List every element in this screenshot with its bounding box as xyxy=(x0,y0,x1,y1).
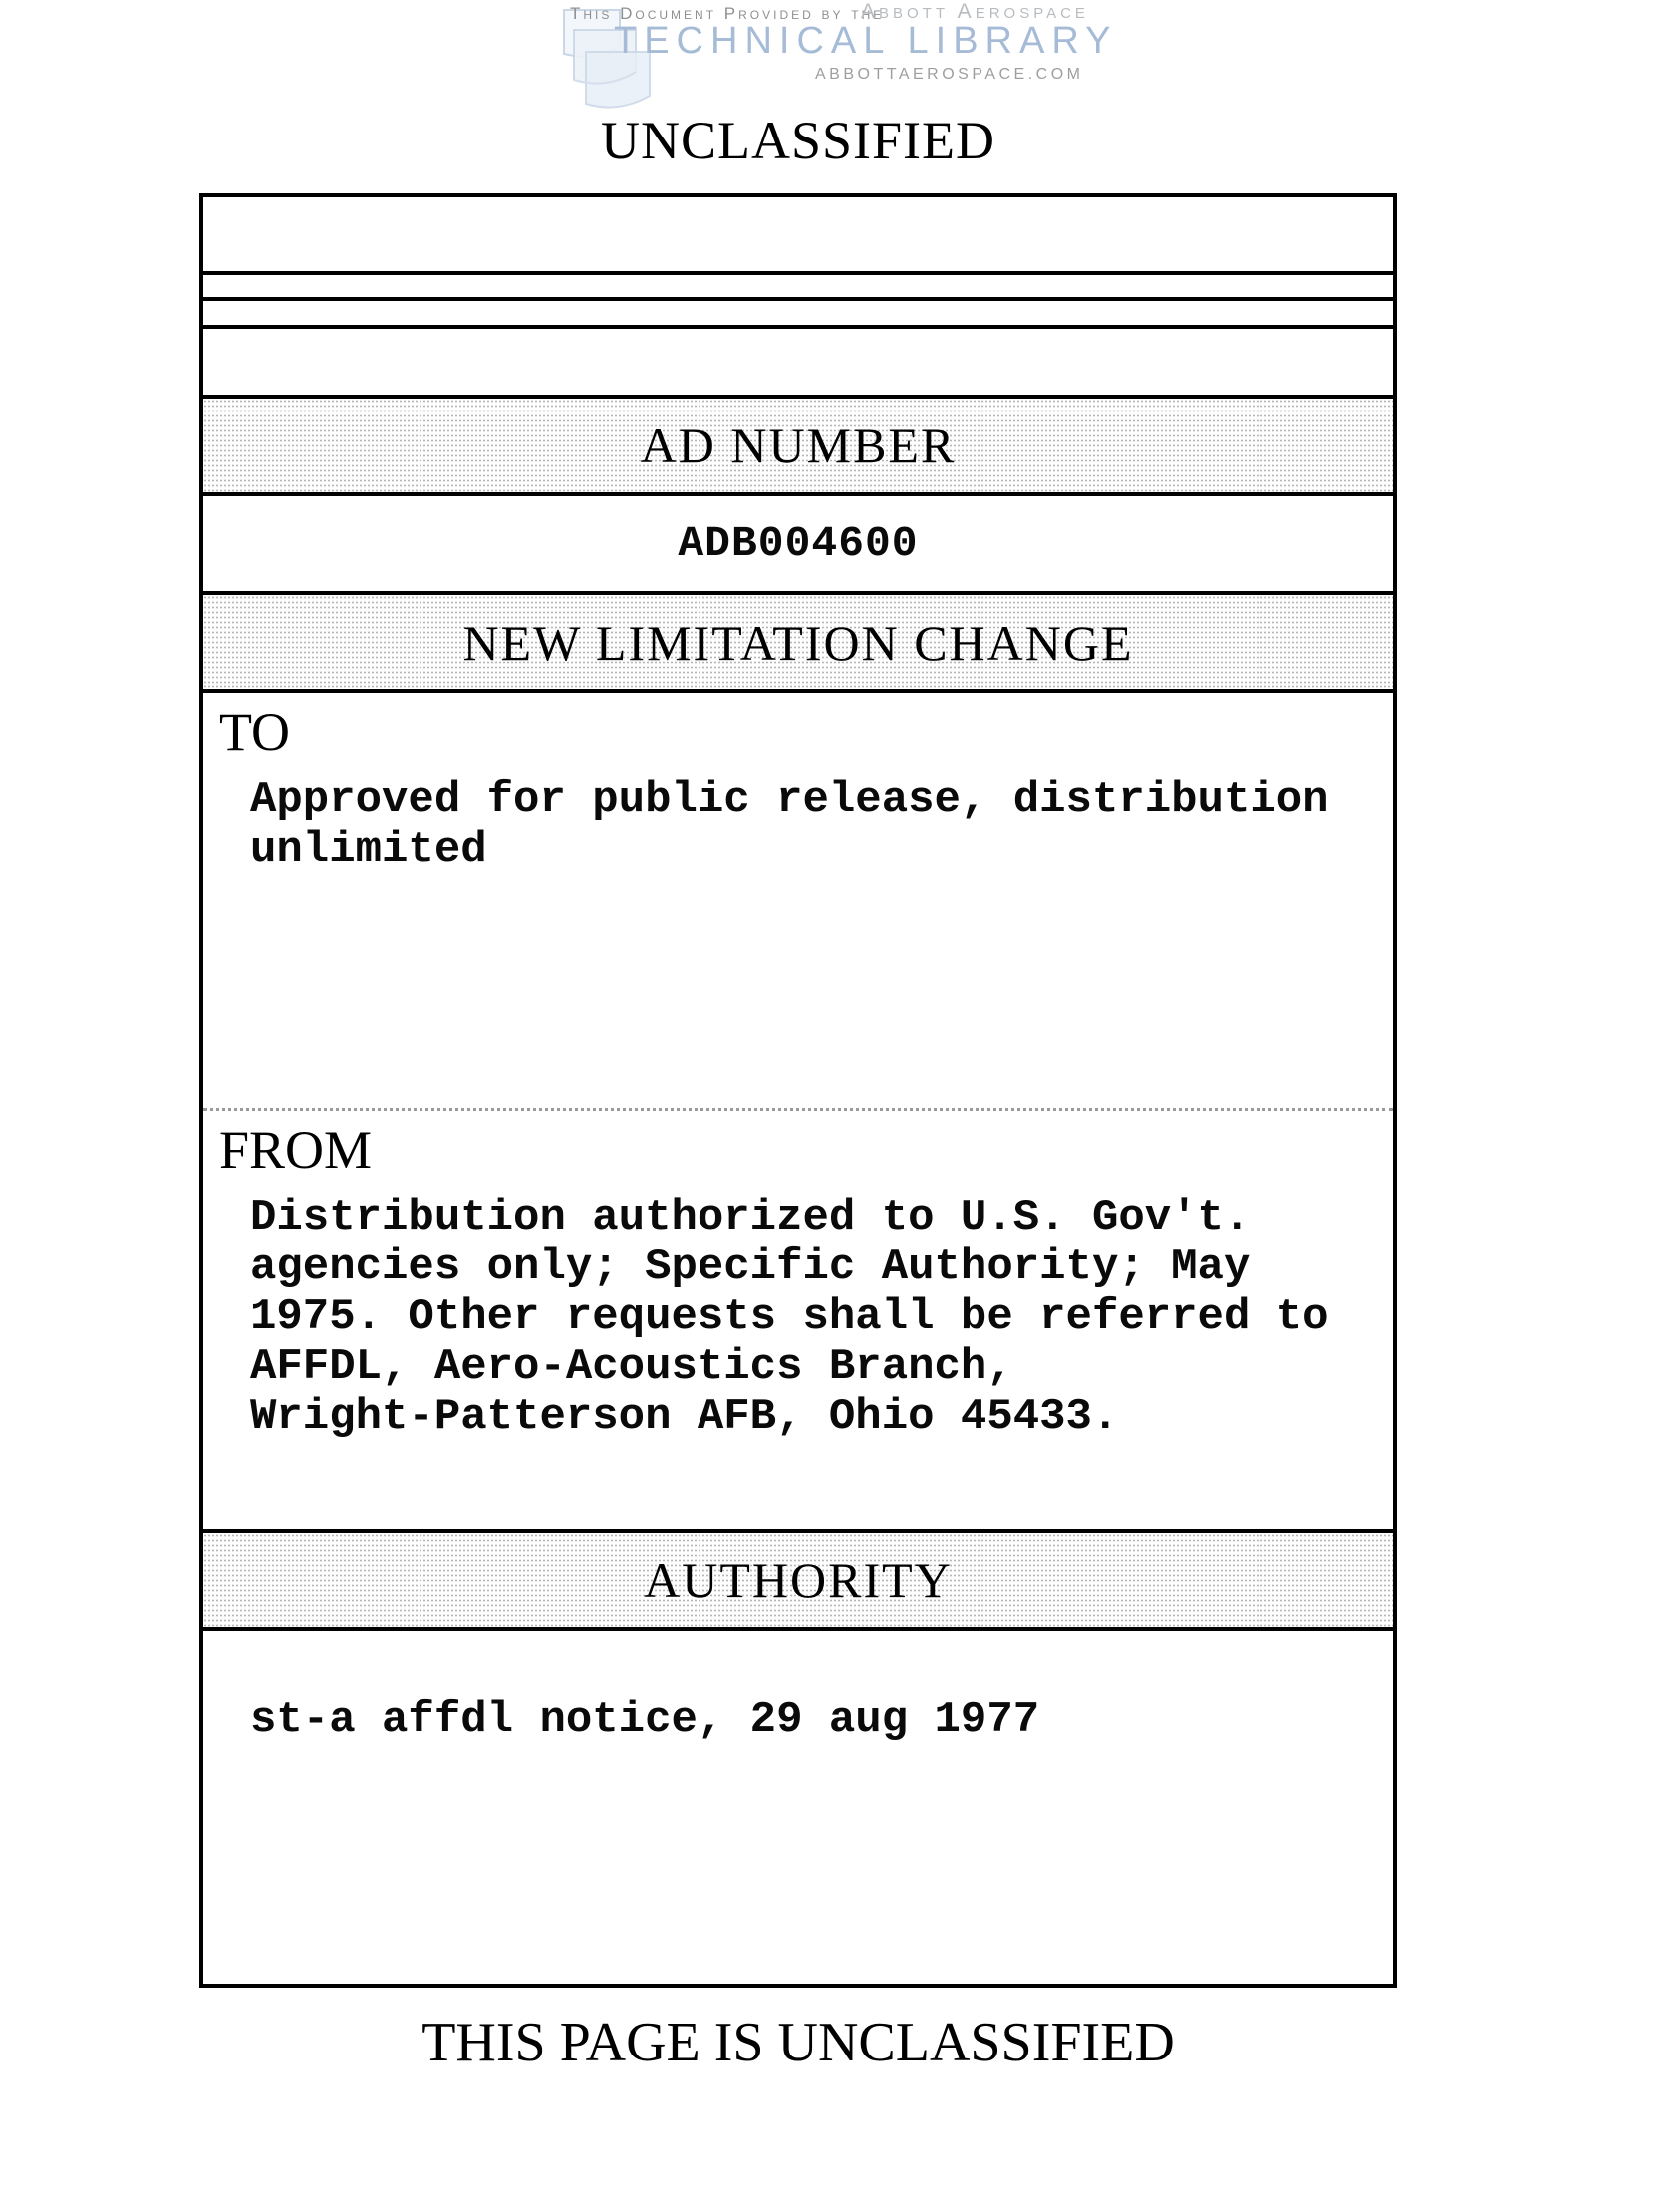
bottom-classification-banner: THIS PAGE IS UNCLASSIFIED xyxy=(421,2012,1175,2073)
from-label: FROM xyxy=(219,1120,373,1180)
from-line-2: agencies only; Specific Authority; May xyxy=(250,1242,1251,1292)
authority-header-row xyxy=(203,1533,1393,1631)
new-limitation-heading: NEW LIMITATION CHANGE xyxy=(462,614,1134,671)
limitation-notice-table xyxy=(199,193,1397,1988)
blank-row-3 xyxy=(203,301,1393,329)
from-line-3: 1975. Other requests shall be referred to xyxy=(250,1292,1329,1342)
from-line-1: Distribution authorized to U.S. Gov't. xyxy=(250,1193,1251,1242)
watermark-provided-by-text: This Document Provided by the xyxy=(570,4,885,23)
new-limitation-header-row xyxy=(203,595,1393,693)
to-line-2: unlimited xyxy=(250,825,487,875)
from-line-4: AFFDL, Aero-Acoustics Branch, xyxy=(250,1342,1013,1392)
authority-value-row xyxy=(203,1631,1393,1984)
ad-number-header-row xyxy=(203,399,1393,496)
watermark-website: ABBOTTAEROSPACE.COM xyxy=(815,66,1084,83)
blank-row-1 xyxy=(203,197,1393,275)
to-label: TO xyxy=(219,702,291,762)
from-text xyxy=(250,1193,1363,1442)
blank-row-2 xyxy=(203,275,1393,301)
to-text xyxy=(250,775,1363,875)
ad-number-value-row xyxy=(203,496,1393,595)
from-line-5: Wright-Patterson AFB, Ohio 45433. xyxy=(250,1392,1119,1442)
from-section xyxy=(203,1111,1393,1533)
to-line-1: Approved for public release, distribution xyxy=(250,775,1329,825)
watermark-wordmark: TECHNICAL LIBRARY xyxy=(614,20,1118,62)
to-section xyxy=(203,693,1393,1111)
authority-value: st-a affdl notice, 29 aug 1977 xyxy=(250,1695,1040,1745)
watermark-brand-text: Abbott Aerospace xyxy=(861,0,1089,23)
ad-number-value: ADB004600 xyxy=(678,519,919,568)
top-classification-banner: UNCLASSIFIED xyxy=(600,111,996,170)
blank-row-4 xyxy=(203,329,1393,399)
authority-heading: AUTHORITY xyxy=(644,1552,953,1608)
ad-number-heading: AD NUMBER xyxy=(640,417,957,473)
